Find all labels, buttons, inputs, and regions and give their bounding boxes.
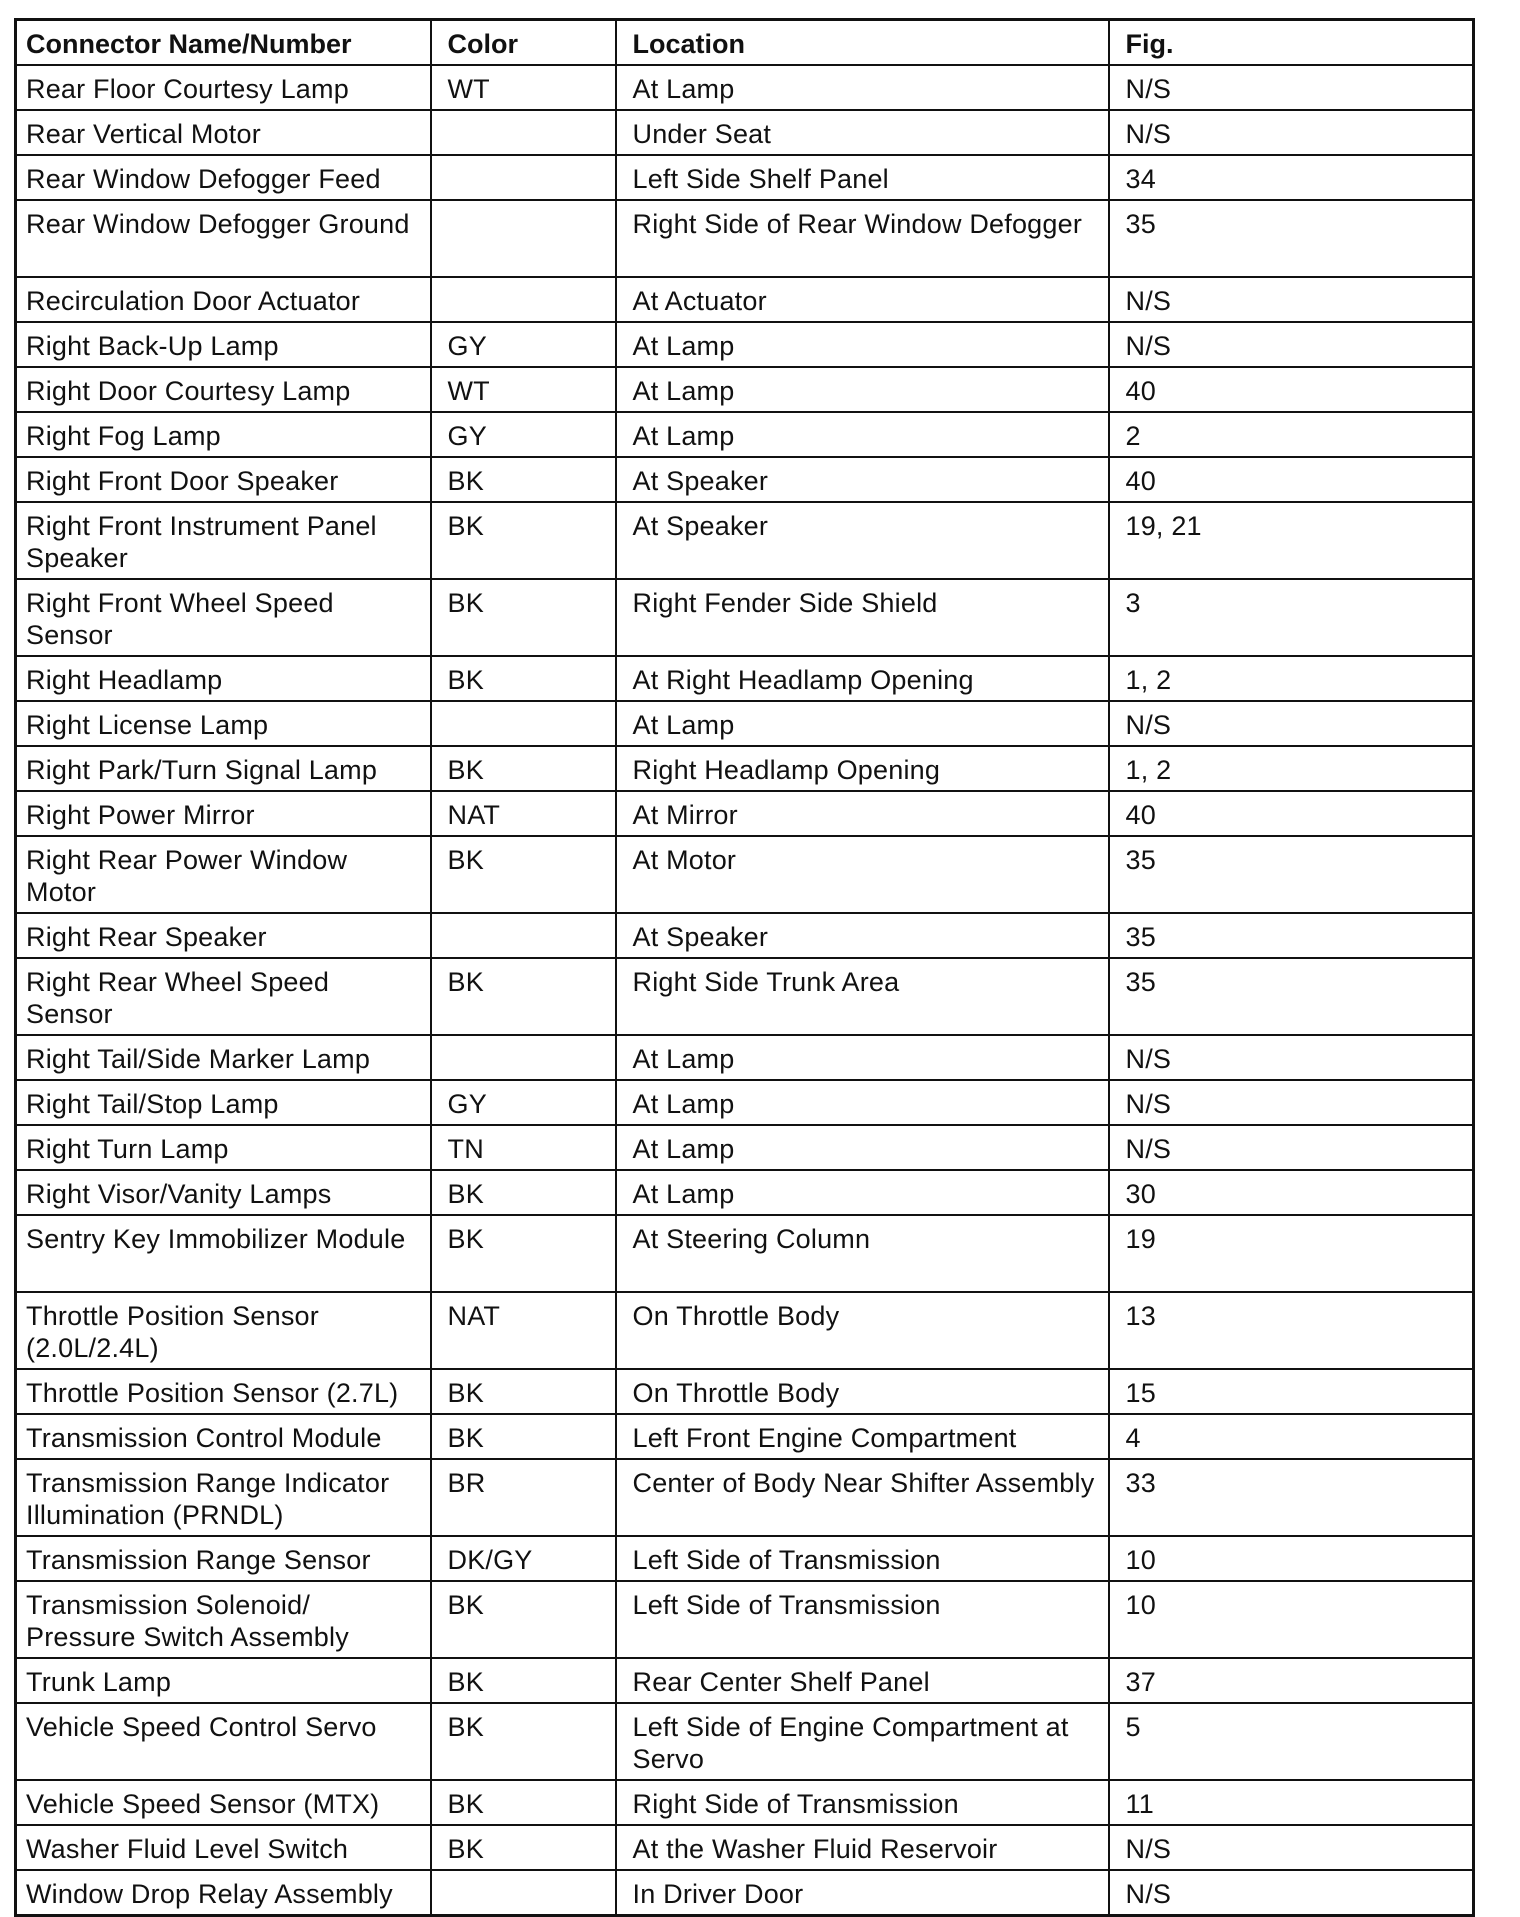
table-row xyxy=(16,579,1474,656)
color-cell: NAT xyxy=(431,791,616,836)
column-header-connector-name: Connector Name/Number xyxy=(16,20,431,66)
table-row xyxy=(16,1292,1474,1369)
fig-cell: N/S xyxy=(1109,701,1474,746)
fig-cell: 4 xyxy=(1109,1414,1474,1459)
location-cell: At Speaker xyxy=(616,913,1109,958)
fig-cell: 13 xyxy=(1109,1292,1474,1369)
table-row xyxy=(16,791,1474,836)
fig-cell: 10 xyxy=(1109,1536,1474,1581)
fig-cell: N/S xyxy=(1109,1870,1474,1916)
header-row xyxy=(16,20,1474,66)
connector-name-cell: Rear Window Defogger Feed xyxy=(16,155,431,200)
connector-name-cell: Transmission Solenoid/ Pressure Switch Assembly xyxy=(16,1581,431,1658)
table-row xyxy=(16,322,1474,367)
color-cell: BK xyxy=(431,656,616,701)
table-row xyxy=(16,1215,1474,1292)
table-row xyxy=(16,913,1474,958)
location-cell: At Lamp xyxy=(616,412,1109,457)
connector-name-cell: Recirculation Door Actuator xyxy=(16,277,431,322)
fig-cell: 35 xyxy=(1109,958,1474,1035)
connector-name-cell: Rear Floor Courtesy Lamp xyxy=(16,65,431,110)
color-cell: BR xyxy=(431,1459,616,1536)
connector-name-cell: Right Tail/Side Marker Lamp xyxy=(16,1035,431,1080)
location-cell: Under Seat xyxy=(616,110,1109,155)
table-row xyxy=(16,1658,1474,1703)
connector-name-cell: Right Turn Lamp xyxy=(16,1125,431,1170)
table-row xyxy=(16,836,1474,913)
location-cell: At Speaker xyxy=(616,502,1109,579)
table-row xyxy=(16,1581,1474,1658)
fig-cell: 33 xyxy=(1109,1459,1474,1536)
connector-name-cell: Right Fog Lamp xyxy=(16,412,431,457)
fig-cell: N/S xyxy=(1109,322,1474,367)
column-header-fig: Fig. xyxy=(1109,20,1474,66)
location-cell: Left Front Engine Compartment xyxy=(616,1414,1109,1459)
location-cell: At Lamp xyxy=(616,1125,1109,1170)
table-row xyxy=(16,656,1474,701)
connector-name-cell: Right Front Wheel Speed Sensor xyxy=(16,579,431,656)
location-cell: On Throttle Body xyxy=(616,1292,1109,1369)
fig-cell: N/S xyxy=(1109,110,1474,155)
connector-name-cell: Right Visor/Vanity Lamps xyxy=(16,1170,431,1215)
table-row xyxy=(16,200,1474,277)
connector-name-cell: Right Rear Wheel Speed Sensor xyxy=(16,958,431,1035)
connector-name-cell: Transmission Control Module xyxy=(16,1414,431,1459)
table-row xyxy=(16,1125,1474,1170)
location-cell: At Lamp xyxy=(616,1080,1109,1125)
color-cell: BK xyxy=(431,1658,616,1703)
location-cell: Right Side of Transmission xyxy=(616,1780,1109,1825)
connector-name-cell: Right Front Door Speaker xyxy=(16,457,431,502)
location-cell: At Motor xyxy=(616,836,1109,913)
connector-name-cell: Right License Lamp xyxy=(16,701,431,746)
fig-cell: 15 xyxy=(1109,1369,1474,1414)
color-cell xyxy=(431,913,616,958)
table-row xyxy=(16,701,1474,746)
location-cell: Right Side of Rear Window Defogger xyxy=(616,200,1109,277)
fig-cell: 35 xyxy=(1109,836,1474,913)
connector-name-cell: Rear Window Defogger Ground xyxy=(16,200,431,277)
location-cell: Right Fender Side Shield xyxy=(616,579,1109,656)
location-cell: Left Side of Engine Compartment at Servo xyxy=(616,1703,1109,1780)
location-cell: At Lamp xyxy=(616,1170,1109,1215)
table-row xyxy=(16,1035,1474,1080)
location-cell: Center of Body Near Shifter Assembly xyxy=(616,1459,1109,1536)
table-row xyxy=(16,1414,1474,1459)
table-body xyxy=(16,65,1474,1916)
connector-name-cell: Rear Vertical Motor xyxy=(16,110,431,155)
location-cell: At Lamp xyxy=(616,65,1109,110)
fig-cell: 40 xyxy=(1109,367,1474,412)
fig-cell: 40 xyxy=(1109,457,1474,502)
fig-cell: 3 xyxy=(1109,579,1474,656)
table-row xyxy=(16,1170,1474,1215)
connector-name-cell: Right Rear Speaker xyxy=(16,913,431,958)
location-cell: At Mirror xyxy=(616,791,1109,836)
fig-cell: N/S xyxy=(1109,1125,1474,1170)
table-row xyxy=(16,277,1474,322)
location-cell: At Actuator xyxy=(616,277,1109,322)
table-row xyxy=(16,1825,1474,1870)
table-row xyxy=(16,65,1474,110)
color-cell xyxy=(431,1870,616,1916)
fig-cell: 34 xyxy=(1109,155,1474,200)
location-cell: Left Side of Transmission xyxy=(616,1536,1109,1581)
connector-name-cell: Right Headlamp xyxy=(16,656,431,701)
table-row xyxy=(16,367,1474,412)
location-cell: At the Washer Fluid Reservoir xyxy=(616,1825,1109,1870)
color-cell: BK xyxy=(431,1581,616,1658)
color-cell xyxy=(431,277,616,322)
table-row xyxy=(16,155,1474,200)
location-cell: In Driver Door xyxy=(616,1870,1109,1916)
location-cell: At Right Headlamp Opening xyxy=(616,656,1109,701)
connector-table xyxy=(14,18,1475,1917)
table-row xyxy=(16,746,1474,791)
connector-name-cell: Throttle Position Sensor (2.0L/2.4L) xyxy=(16,1292,431,1369)
table-row xyxy=(16,1780,1474,1825)
location-cell: Left Side Shelf Panel xyxy=(616,155,1109,200)
table-row xyxy=(16,1369,1474,1414)
fig-cell: N/S xyxy=(1109,277,1474,322)
fig-cell: 35 xyxy=(1109,913,1474,958)
connector-name-cell: Window Drop Relay Assembly xyxy=(16,1870,431,1916)
connector-name-cell: Right Door Courtesy Lamp xyxy=(16,367,431,412)
fig-cell: 11 xyxy=(1109,1780,1474,1825)
color-cell xyxy=(431,200,616,277)
connector-name-cell: Right Front Instrument Panel Speaker xyxy=(16,502,431,579)
location-cell: On Throttle Body xyxy=(616,1369,1109,1414)
connector-name-cell: Right Rear Power Window Motor xyxy=(16,836,431,913)
color-cell: BK xyxy=(431,958,616,1035)
color-cell: BK xyxy=(431,1703,616,1780)
color-cell: TN xyxy=(431,1125,616,1170)
connector-name-cell: Transmission Range Sensor xyxy=(16,1536,431,1581)
table-row xyxy=(16,1459,1474,1536)
fig-cell: N/S xyxy=(1109,65,1474,110)
color-cell: BK xyxy=(431,579,616,656)
connector-name-cell: Right Tail/Stop Lamp xyxy=(16,1080,431,1125)
color-cell: GY xyxy=(431,1080,616,1125)
connector-name-cell: Vehicle Speed Control Servo xyxy=(16,1703,431,1780)
table-row xyxy=(16,1870,1474,1916)
connector-name-cell: Right Power Mirror xyxy=(16,791,431,836)
color-cell: BK xyxy=(431,1170,616,1215)
fig-cell: 35 xyxy=(1109,200,1474,277)
fig-cell: 30 xyxy=(1109,1170,1474,1215)
table-row xyxy=(16,958,1474,1035)
location-cell: Rear Center Shelf Panel xyxy=(616,1658,1109,1703)
connector-name-cell: Washer Fluid Level Switch xyxy=(16,1825,431,1870)
table-row xyxy=(16,1703,1474,1780)
fig-cell: 19, 21 xyxy=(1109,502,1474,579)
color-cell xyxy=(431,110,616,155)
connector-name-cell: Throttle Position Sensor (2.7L) xyxy=(16,1369,431,1414)
fig-cell: 19 xyxy=(1109,1215,1474,1292)
table-row xyxy=(16,1536,1474,1581)
fig-cell: N/S xyxy=(1109,1825,1474,1870)
color-cell: BK xyxy=(431,746,616,791)
connector-name-cell: Sentry Key Immobilizer Module xyxy=(16,1215,431,1292)
location-cell: At Lamp xyxy=(616,1035,1109,1080)
column-header-location: Location xyxy=(616,20,1109,66)
location-cell: At Steering Column xyxy=(616,1215,1109,1292)
color-cell: BK xyxy=(431,457,616,502)
table-row xyxy=(16,502,1474,579)
color-cell: BK xyxy=(431,1369,616,1414)
color-cell: BK xyxy=(431,1414,616,1459)
location-cell: Right Headlamp Opening xyxy=(616,746,1109,791)
table-row xyxy=(16,412,1474,457)
location-cell: At Lamp xyxy=(616,367,1109,412)
color-cell: GY xyxy=(431,322,616,367)
color-cell xyxy=(431,1035,616,1080)
location-cell: Left Side of Transmission xyxy=(616,1581,1109,1658)
fig-cell: 10 xyxy=(1109,1581,1474,1658)
color-cell: BK xyxy=(431,502,616,579)
table-row xyxy=(16,1080,1474,1125)
table-row xyxy=(16,110,1474,155)
fig-cell: 1, 2 xyxy=(1109,746,1474,791)
column-header-color: Color xyxy=(431,20,616,66)
color-cell: WT xyxy=(431,65,616,110)
location-cell: Right Side Trunk Area xyxy=(616,958,1109,1035)
connector-name-cell: Transmission Range Indicator Illumination (PRNDL) xyxy=(16,1459,431,1536)
color-cell: BK xyxy=(431,1215,616,1292)
location-cell: At Lamp xyxy=(616,322,1109,367)
location-cell: At Speaker xyxy=(616,457,1109,502)
color-cell: GY xyxy=(431,412,616,457)
color-cell xyxy=(431,155,616,200)
color-cell: BK xyxy=(431,1780,616,1825)
fig-cell: N/S xyxy=(1109,1035,1474,1080)
table-row xyxy=(16,457,1474,502)
connector-name-cell: Trunk Lamp xyxy=(16,1658,431,1703)
connector-name-cell: Right Back-Up Lamp xyxy=(16,322,431,367)
color-cell: DK/GY xyxy=(431,1536,616,1581)
color-cell: WT xyxy=(431,367,616,412)
connector-name-cell: Right Park/Turn Signal Lamp xyxy=(16,746,431,791)
fig-cell: 1, 2 xyxy=(1109,656,1474,701)
color-cell xyxy=(431,701,616,746)
color-cell: BK xyxy=(431,836,616,913)
fig-cell: 40 xyxy=(1109,791,1474,836)
color-cell: BK xyxy=(431,1825,616,1870)
color-cell: NAT xyxy=(431,1292,616,1369)
fig-cell: 37 xyxy=(1109,1658,1474,1703)
connector-name-cell: Vehicle Speed Sensor (MTX) xyxy=(16,1780,431,1825)
fig-cell: 5 xyxy=(1109,1703,1474,1780)
location-cell: At Lamp xyxy=(616,701,1109,746)
fig-cell: N/S xyxy=(1109,1080,1474,1125)
table-header xyxy=(16,20,1474,66)
fig-cell: 2 xyxy=(1109,412,1474,457)
